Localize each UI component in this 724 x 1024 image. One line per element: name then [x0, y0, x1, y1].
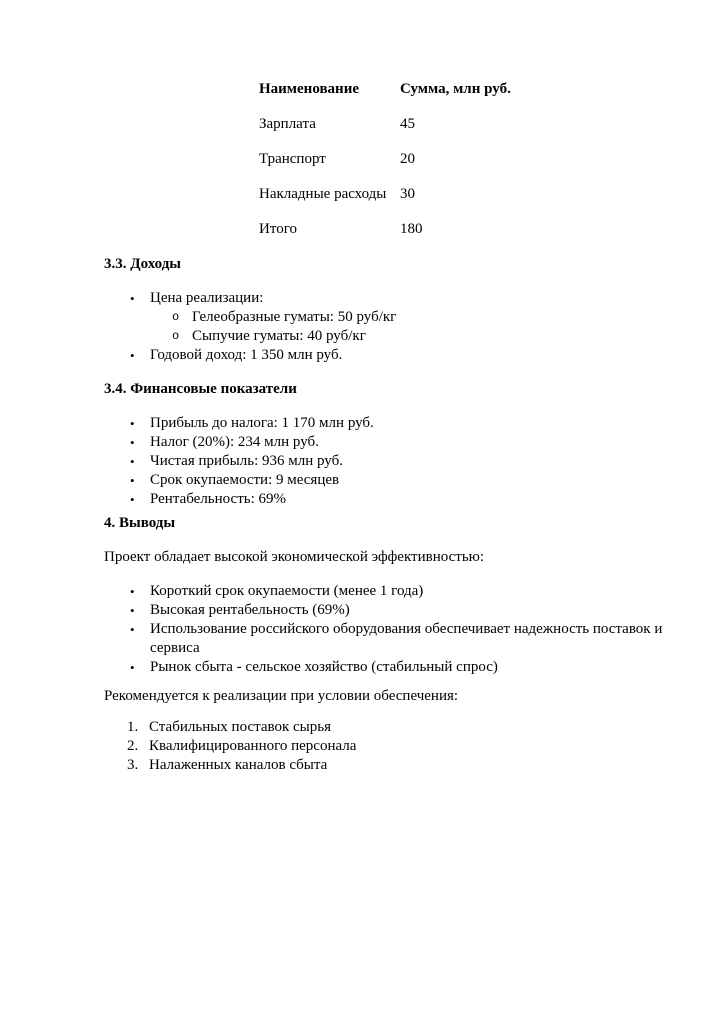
bullet-icon: •	[130, 416, 135, 431]
recommendation-intro: Рекомендуется к реализации при условии обеспечения:	[104, 688, 459, 704]
bullet-icon: •	[130, 492, 135, 507]
list-subitem	[104, 327, 674, 346]
list-item	[104, 582, 674, 601]
table-cell-value: 180	[400, 221, 423, 237]
bullet-icon: •	[130, 291, 135, 306]
list-item-text: Короткий срок окупаемости (менее 1 года)	[150, 583, 424, 599]
table-cell-value: 45	[400, 116, 415, 132]
bullet-icon: •	[130, 622, 135, 637]
bullet-icon: •	[130, 454, 135, 469]
conclusion-intro: Проект обладает высокой экономической эффективностью:	[104, 549, 485, 565]
list-item-text: Стабильных поставок сырья	[149, 719, 331, 735]
table-cell-value: 20	[400, 151, 415, 167]
list-item-text: Срок окупаемости: 9 месяцев	[150, 472, 340, 488]
table-row	[259, 185, 674, 204]
item-number: 2.	[127, 738, 139, 754]
list-subitem	[104, 308, 674, 327]
list-item	[104, 414, 674, 433]
bullet-icon: •	[130, 584, 135, 599]
table-header-name: Наименование	[259, 81, 359, 97]
list-item-text: Использование российского оборудования обеспечивает надежность поставок и сервиса	[150, 621, 663, 656]
list-item	[104, 433, 674, 452]
bullet-icon: •	[130, 435, 135, 450]
table-cell-name: Транспорт	[259, 151, 326, 167]
income-list	[104, 289, 674, 365]
list-item-text: Цена реализации:	[150, 290, 264, 306]
section-heading-3-3: 3.3. Доходы	[104, 256, 181, 272]
circle-bullet-icon: o	[172, 310, 180, 324]
table-row	[259, 150, 674, 169]
table-cell-value: 30	[400, 186, 415, 202]
list-item	[104, 658, 674, 677]
list-item	[104, 601, 674, 620]
list-item-text: Рынок сбыта - сельское хозяйство (стабильный спрос)	[150, 659, 498, 675]
list-item-text: Годовой доход: 1 350 млн руб.	[150, 347, 343, 363]
list-item	[104, 471, 674, 490]
section-heading-4: 4. Выводы	[104, 515, 176, 531]
list-item-text: Рентабельность: 69%	[150, 491, 287, 507]
financial-list	[104, 414, 674, 509]
table-cell-name: Итого	[259, 221, 297, 237]
item-number: 1.	[127, 719, 139, 735]
table-cell-name: Накладные расходы	[259, 186, 387, 202]
numbered-item	[104, 718, 674, 737]
list-item	[104, 346, 674, 365]
list-item-text: Чистая прибыль: 936 млн руб.	[150, 453, 343, 469]
circle-bullet-icon: o	[172, 329, 180, 343]
table-row	[259, 115, 674, 134]
item-number: 3.	[127, 757, 139, 773]
list-item	[104, 620, 674, 658]
list-item-text: Прибыль до налога: 1 170 млн руб.	[150, 415, 374, 431]
cost-table	[259, 80, 674, 239]
bullet-icon: •	[130, 473, 135, 488]
list-item	[104, 452, 674, 471]
bullet-icon: •	[130, 348, 135, 363]
list-item-text: Высокая рентабельность (69%)	[150, 602, 350, 618]
list-item-text: Налаженных каналов сбыта	[149, 757, 328, 773]
table-row-total	[259, 220, 674, 239]
numbered-item	[104, 756, 674, 775]
list-item	[104, 289, 674, 308]
section-heading-3-4: 3.4. Финансовые показатели	[104, 381, 297, 397]
list-item-text: Гелеобразные гуматы: 50 руб/кг	[192, 309, 397, 325]
table-cell-name: Зарплата	[259, 116, 316, 132]
conclusion-list	[104, 582, 674, 677]
numbered-item	[104, 737, 674, 756]
list-item	[104, 490, 674, 509]
conditions-list	[104, 718, 674, 775]
table-header-sum: Сумма, млн руб.	[400, 81, 511, 97]
list-item-text: Налог (20%): 234 млн руб.	[150, 434, 319, 450]
list-item-text: Квалифицированного персонала	[149, 738, 357, 754]
table-header-row	[259, 80, 674, 99]
bullet-icon: •	[130, 603, 135, 618]
bullet-icon: •	[130, 660, 135, 675]
list-item-text: Сыпучие гуматы: 40 руб/кг	[192, 328, 366, 344]
